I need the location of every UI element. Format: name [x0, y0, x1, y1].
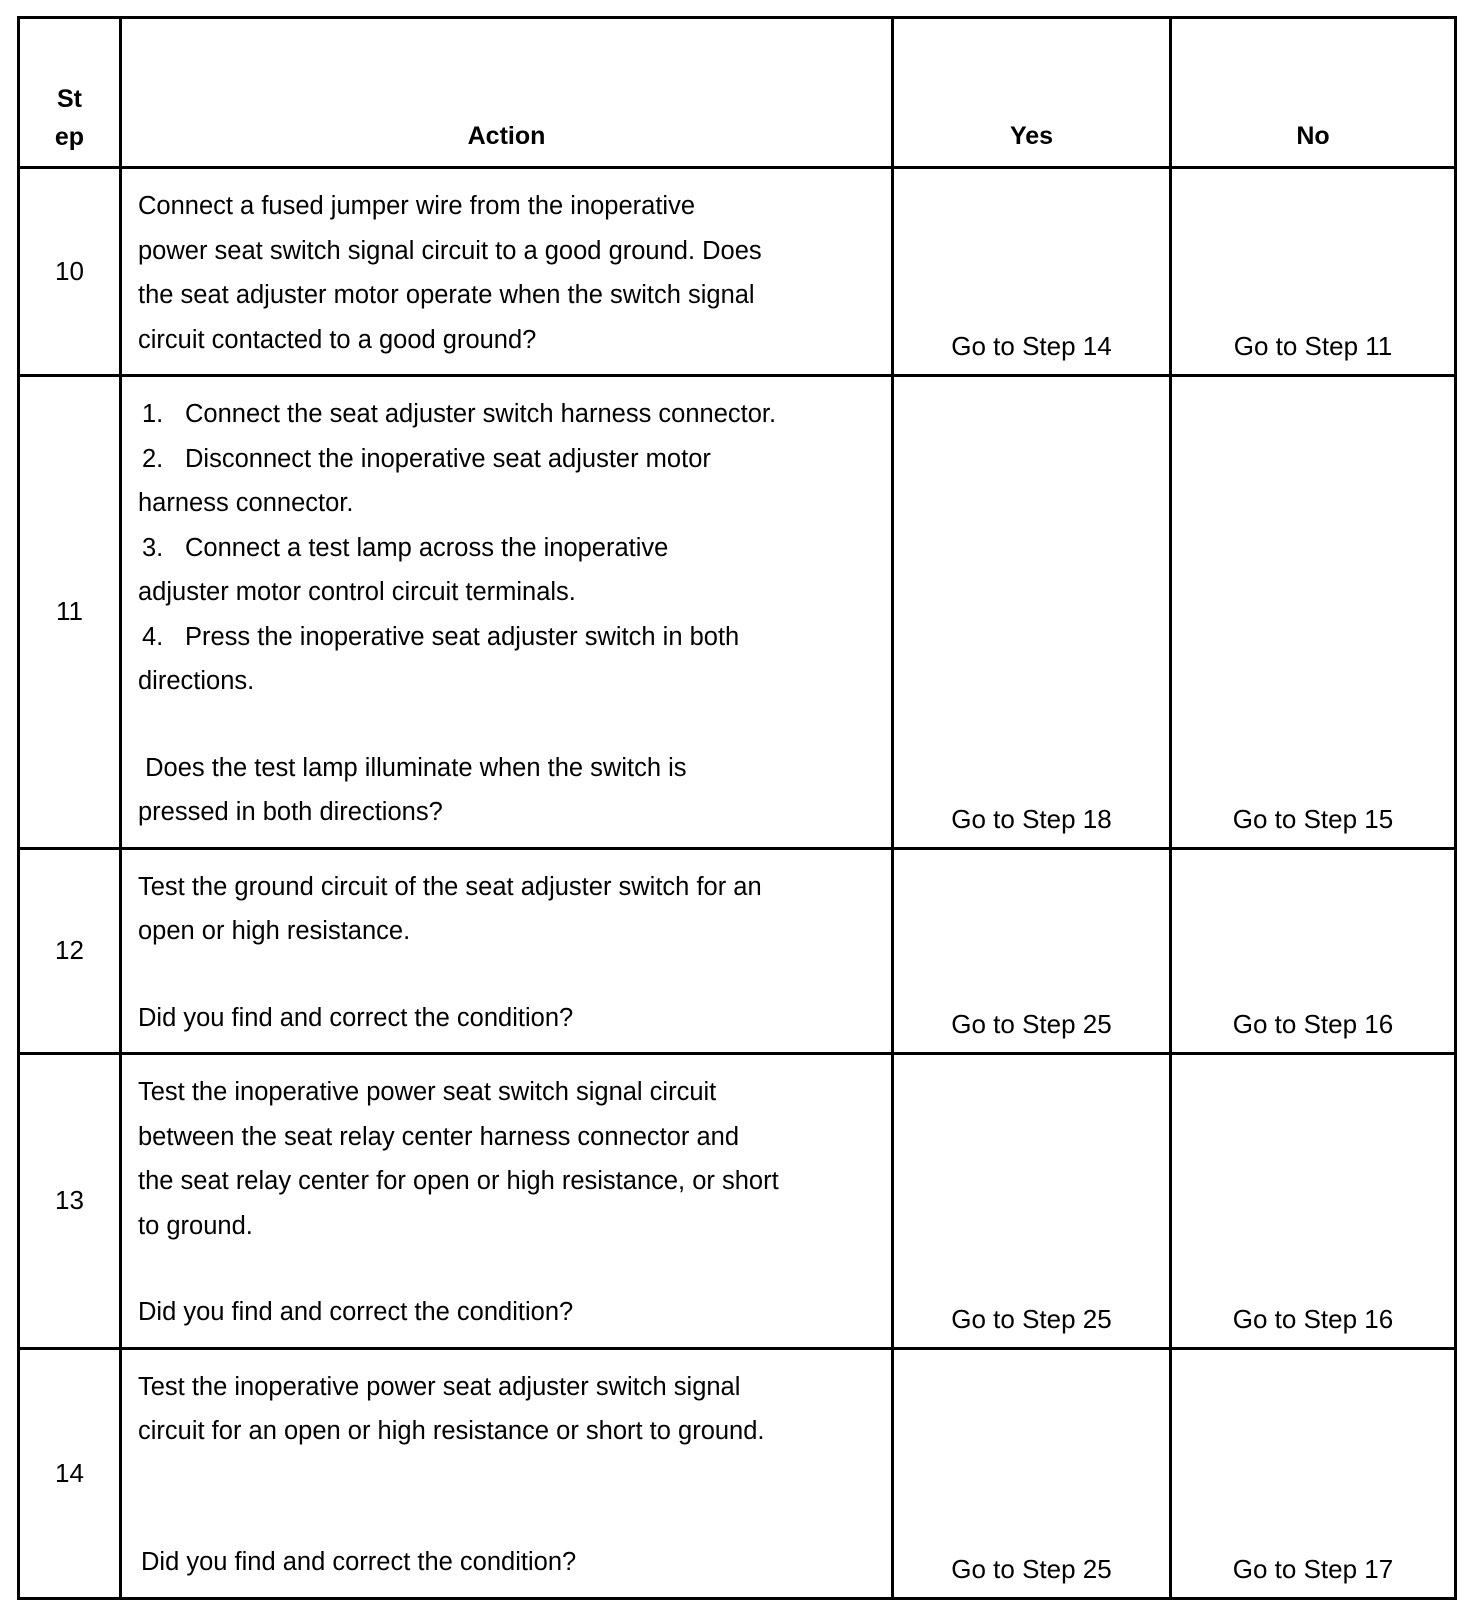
header-action: Action [121, 18, 893, 168]
table-row [19, 376, 1456, 849]
no-result: Go to Step 16 [1171, 848, 1456, 1054]
no-result: Go to Step 15 [1171, 376, 1456, 849]
table-row [19, 1054, 1456, 1349]
action-line: the seat adjuster motor operate when the switch signal [138, 281, 755, 309]
action-cell [121, 168, 893, 376]
question-line: Does the test lamp illuminate when the switch is [138, 753, 687, 782]
action-line: open or high resistance. [138, 917, 411, 945]
list-item [138, 437, 877, 482]
header-no: No [1171, 18, 1456, 168]
header-step [19, 18, 121, 168]
list-item-number: 3. [142, 533, 164, 562]
list-item-continuation: adjuster motor control circuit terminals. [138, 578, 576, 606]
list-item-text: Connect a test lamp across the inoperative [185, 533, 669, 562]
list-item-continuation: harness connector. [138, 489, 354, 517]
no-result: Go to Step 17 [1171, 1348, 1456, 1598]
list-item-number: 1. [142, 400, 164, 428]
header-step-line1: St [57, 85, 82, 113]
question-line: Did you find and correct the condition? [141, 1547, 577, 1576]
yes-result: Go to Step 14 [893, 168, 1171, 376]
step-number: 12 [19, 848, 121, 1054]
table-row [19, 848, 1456, 1054]
list-item-continuation: directions. [138, 667, 255, 695]
header-step-line2: ep [54, 123, 85, 151]
no-result: Go to Step 11 [1171, 168, 1456, 376]
step-number: 13 [19, 1054, 121, 1349]
question-line: pressed in both directions? [138, 798, 443, 826]
action-line: Test the inoperative power seat switch signal circuit [138, 1078, 717, 1106]
list-item-text: Connect the seat adjuster switch harness connector. [185, 400, 777, 428]
step-number: 10 [19, 168, 121, 376]
action-line: the seat relay center for open or high resistance, or short [138, 1167, 779, 1195]
action-line: Test the ground circuit of the seat adjuster switch for an [138, 872, 762, 901]
action-line: between the seat relay center harness connector and [138, 1122, 740, 1151]
action-cell [121, 1054, 893, 1349]
action-line: power seat switch signal circuit to a good ground. Does [138, 236, 762, 265]
action-line: Connect a fused jumper wire from the inoperative [138, 192, 696, 220]
action-cell [121, 376, 893, 849]
question-line: Did you find and correct the condition? [138, 1003, 574, 1032]
table-row [19, 1348, 1456, 1598]
yes-result: Go to Step 25 [893, 1054, 1171, 1349]
action-cell [121, 848, 893, 1054]
header-row [19, 18, 1456, 168]
action-cell [121, 1348, 893, 1598]
list-item-number: 2. [142, 444, 164, 473]
yes-result: Go to Step 18 [893, 376, 1171, 849]
yes-result: Go to Step 25 [893, 848, 1171, 1054]
action-line: circuit for an open or high resistance or short to ground. [138, 1417, 765, 1445]
list-item-number: 4. [142, 622, 164, 651]
diagnostic-table [17, 16, 1457, 1600]
list-item [138, 392, 877, 437]
list-item [138, 615, 877, 660]
list-item [138, 526, 877, 571]
yes-result: Go to Step 25 [893, 1348, 1171, 1598]
step-number: 11 [19, 376, 121, 849]
no-result: Go to Step 16 [1171, 1054, 1456, 1349]
table-row [19, 168, 1456, 376]
header-yes: Yes [893, 18, 1171, 168]
action-line: Test the inoperative power seat adjuster switch signal [138, 1372, 741, 1401]
action-line: circuit contacted to a good ground? [138, 325, 537, 354]
question-line: Did you find and correct the condition? [138, 1298, 574, 1326]
step-number: 14 [19, 1348, 121, 1598]
action-line: to ground. [138, 1211, 253, 1240]
list-item-text: Disconnect the inoperative seat adjuster motor [185, 444, 711, 473]
list-item-text: Press the inoperative seat adjuster switch in both [185, 622, 740, 651]
